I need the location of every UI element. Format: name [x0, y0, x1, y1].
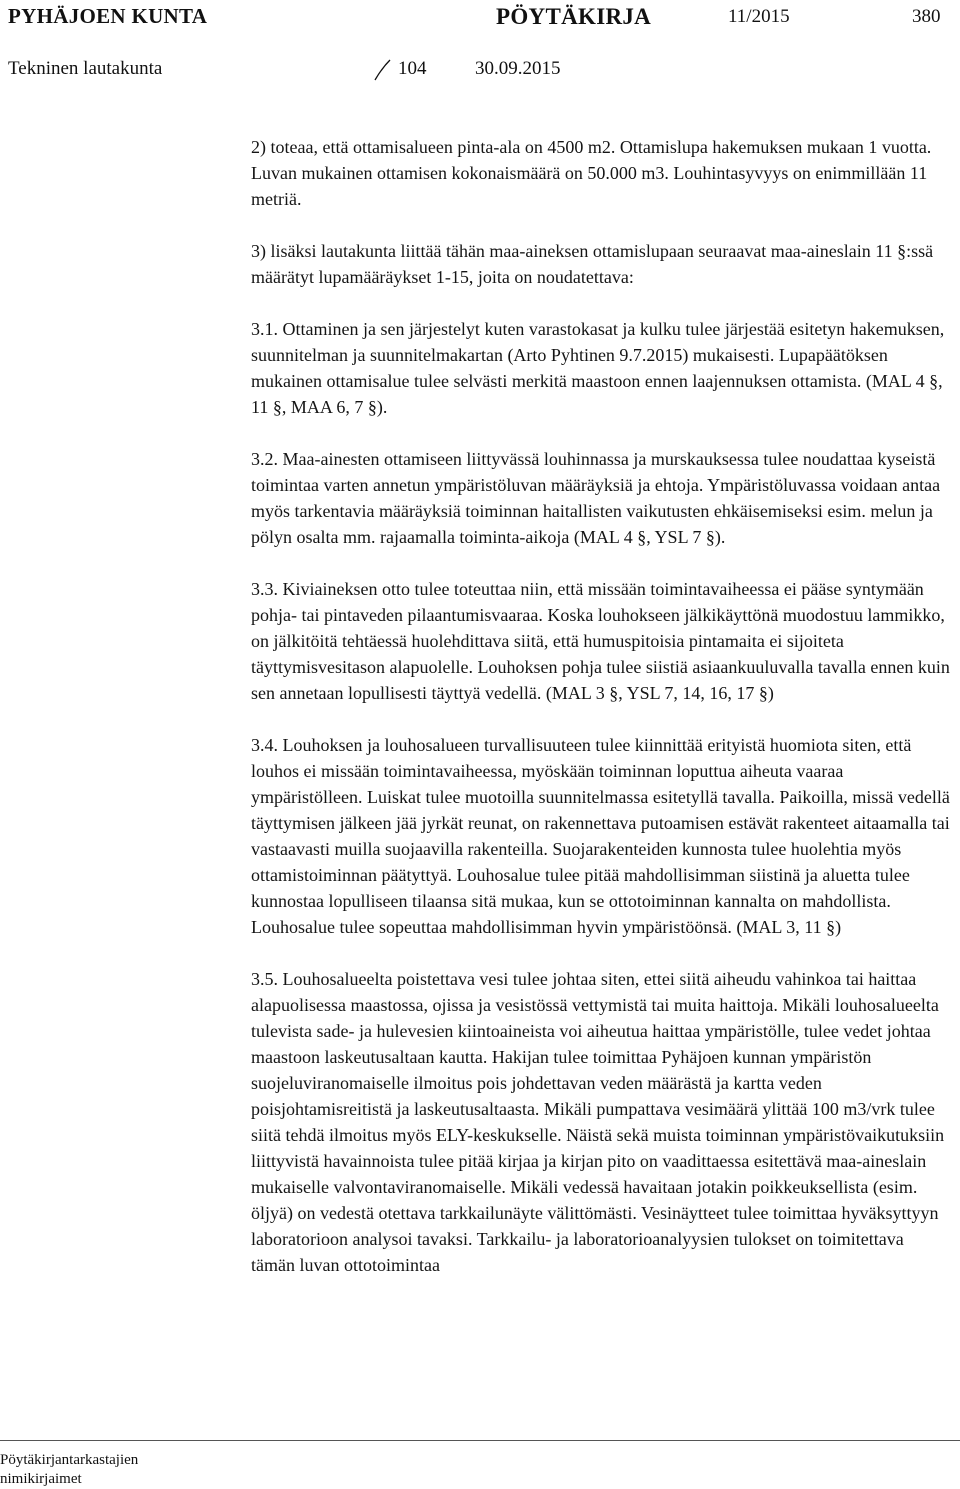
- committee-name: Tekninen lautakunta: [8, 58, 163, 79]
- document-header: [0, 2, 960, 32]
- municipality-name: PYHÄJOEN KUNTA: [8, 4, 208, 28]
- paragraph-decision-2: 2) toteaa, että ottamisalueen pinta-ala on 4500 m2. Ottamislupa hakemuksen mukaan 1 vuotta. Luvan mukainen ottamisen kokonaismäärä on 50.000 m3. Louhintasyvyys on enimmillään 11 metriä.: [251, 137, 932, 209]
- page-number: 380: [912, 6, 941, 27]
- document-body: [251, 134, 951, 1304]
- section-number: 104: [398, 58, 427, 79]
- paragraph-decision-3: 3) lisäksi lautakunta liittää tähän maa-aineksen ottamislupaan seuraavat maa-aineslain 11 §:ssä määrätyt lupamääräykset 1-15, joita on noudatettava:: [251, 241, 934, 287]
- paragraph-3-5: 3.5. Louhosalueelta poistettava vesi tulee johtaa siten, ettei siitä aiheudu vahinkoa tai haittaa alapuolisessa maastossa, ojissa ja vesistössä vettymistä tai muita haittoja. Mikäli louhosalueelta tulevista sade- ja hulevesien kiintoaineista voi aiheutua haittaa ympäristölle, tulee vedet johtaa maastoon laskeutusaltaan kautta. Hakijan tulee toimittaa Pyhäjoen kunnan ympäristön suojeluviranomaiselle ilmoitus pois johdettavan veden määrästä ja kartta veden poisjohtamisreitistä ja laskeutusaltaasta. Mikäli pumpattava vesimäärä ylittää 100 m3/vrk tulee siitä tehdä ilmoitus myös ELY-keskukselle. Näistä sekä muista toiminnan ympäristövaikutuksiin liittyvistä havainnoista tulee pitää kirjaa ja kirjan pito on vaadittaessa esitettävä maa-aineslain mukaiselle valvontaviranomaiselle. Mikäli vedessä havaitaan jotakin poikkeuksellista (esim. öljyä) on vedestä otettava tarkkailunäyte välittömästi. Vesinäytteet tulee toimittaa hyväksyttyyn laboratorioon analysoi tavaksi. Tarkkailu- ja laboratorioanalyysien tulokset on toimitettava tämän luvan ottotoimintaa: [251, 969, 945, 1275]
- document-subheader: [0, 58, 960, 86]
- footer-divider: [0, 1440, 960, 1441]
- paragraph-3-2: 3.2. Maa-ainesten ottamiseen liittyvässä louhinnassa ja murskauksessa tulee noudattaa kyseistä toimintaa varten annetun ympäristöluvan määräyksiä ja ehtoja. Ympäristöluvassa voidaan antaa myös tarkentavia määräyksiä toiminnan haitallisten vaikutusten ehkäisemiseksi esim. melun ja pölyn osalta mm. rajaamalla toiminta-aikoja (MAL 4 §, YSL 7 §).: [251, 449, 941, 547]
- section-mark-icon: [372, 59, 394, 81]
- footer-label-line1: Pöytäkirjantarkastajien: [0, 1452, 139, 1468]
- paragraph-3-4: 3.4. Louhoksen ja louhosalueen turvallisuuteen tulee kiinnittää erityistä huomiota siten, että louhos ei missään toimintavaiheessa, myöskään toiminnan loputtua aiheuta vaaraa ympäristölleen. Luiskat tulee muotoilla suunnitelmassa esitetyllä tavalla. Paikoilla, missä vedellä täyttymisen jälkeen jää jyrkät reunat, on rakennettava putoamisen estävät rakenteet aitaamalla tai vastaavasti muilla suojaavilla rakenteilla. Suojarakenteiden kunnosta tulee huolehtia myös ottamistoiminnan päätyttyä. Louhosalue tulee pitää mahdollisimman siistinä ja aluetta tulee kunnostaa lopulliseen tilaansa sitä mukaa, kun se ottotoiminnan kannalta on mahdollista. Louhosalue tulee sopeuttaa mahdollisimman hyvin ympäristöönsä. (MAL 3, 11 §): [251, 735, 950, 937]
- paragraph-3-1: 3.1. Ottaminen ja sen järjestelyt kuten varastokasat ja kulku tulee järjestää esitetyn hakemuksen, suunnitelman ja suunnitelmakartan (Arto Pyhtinen 9.7.2015) mukaisesti. Lupapäätöksen mukainen ottamisalue tulee selvästi merkitä maastoon ennen laajennuksen ottamista. (MAL 4 §, 11 §, MAA 6, 7 §).: [251, 319, 945, 417]
- page-footer: [0, 1440, 960, 1489]
- issue-number: 11/2015: [728, 6, 790, 27]
- meeting-date: 30.09.2015: [475, 58, 561, 79]
- document-type: PÖYTÄKIRJA: [496, 4, 652, 29]
- paragraph-3-3: 3.3. Kiviaineksen otto tulee toteuttaa niin, että missään toimintavaiheessa ei pääse syntymään pohja- tai pintaveden pilaantumisvaaraa. Koska louhokseen jälkikäyttönä muodostuu lammikko, on jälkitöitä tehtäessä huolehdittava siitä, että humuspitoisia pintamaita ei sijoiteta täyttymisvesitason alapuolelle. Louhoksen pohja tulee siistiä asiaankuuluvalla tavalla ennen kuin sen annetaan lopullisesti täyttyä vedellä. (MAL 3 §, YSL 7, 14, 16, 17 §): [251, 579, 950, 703]
- footer-label-line2: nimikirjaimet: [0, 1471, 82, 1487]
